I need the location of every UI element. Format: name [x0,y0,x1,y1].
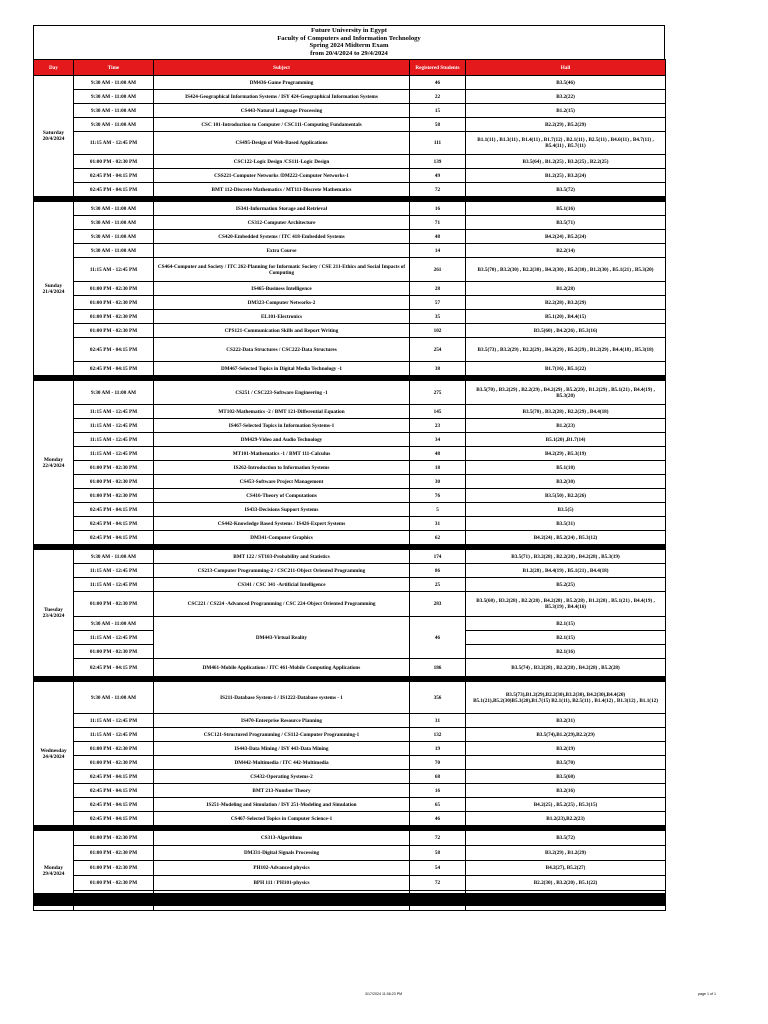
hall-cell: B3.2(29) , B1.2(29) [466,846,666,861]
students-cell: 86 [410,564,466,578]
table-row [34,76,666,90]
subject-cell: MT102-Mathematics -2 / BMT 121-Differential Equation [154,405,410,419]
students-cell: 261 [410,258,466,282]
hall-cell: B3.5(70) , B3.2(28) , B2.2(29) , B4.4(18) [466,405,666,419]
students-cell: 356 [410,682,466,714]
time-cell: 9:30 AM - 11:00 AM [74,118,154,132]
time-cell: 02:45 PM - 04:15 PM [74,362,154,376]
subject-cell: CS464-Computer and Society / ITC 262-Planning for Informatic Society / CSE 211-Ethics and Social Impacts of Computing [154,258,410,282]
students-cell: 72 [410,183,466,197]
exam-date-range: from 20/4/2024 to 29/4/2024 [310,49,388,57]
table-row [34,617,666,631]
students-cell: 58 [410,846,466,861]
time-cell: 02:45 PM - 04:15 PM [74,798,154,812]
table-row [34,503,666,517]
hall-cell: B3.5(74) , B3.2(28) , B2.2(28) , B4.2(28) , B5.2(28) [466,659,666,677]
subject-cell: CS312-Computer Architecture [154,216,410,230]
students-cell: 132 [410,728,466,742]
hall-cell: B4.2(29) , B5.3(19) [466,447,666,461]
subject-cell: DM331-Digital Signals Processing [154,846,410,861]
table-row [34,728,666,742]
students-cell: 71 [410,216,466,230]
table-row [34,531,666,545]
hall-cell: B5.1(20) , B4.4(15) [466,310,666,324]
students-cell: 111 [410,132,466,155]
hall-cell: B5.2(25) [466,578,666,592]
hall-cell: B2.2(14) [466,244,666,258]
subject-cell: BMT 213-Number Theory [154,784,410,798]
time-cell: 02:45 PM - 04:15 PM [74,659,154,677]
table-row [34,682,666,714]
students-cell: 72 [410,876,466,891]
day-cell: Sunday 21/4/2024 [34,202,74,376]
table-row [34,258,666,282]
exam-schedule-sheet [33,25,665,911]
table-row [34,550,666,564]
hall-cell: B3.2(30) [466,475,666,489]
subject-cell: MT101-Mathematics -1 / BMT 111-Calculus [154,447,410,461]
time-cell: 11:15 AM - 12:45 PM [74,728,154,742]
hall-cell: B3.5(60) , B4.2(26) , B5.3(16) [466,324,666,338]
schedule-table [33,59,666,911]
time-cell: 01:00 PM - 02:30 PM [74,475,154,489]
subject-cell: DM323-Computer Networks-2 [154,296,410,310]
time-cell: 01:00 PM - 02:30 PM [74,756,154,770]
students-cell: 254 [410,338,466,362]
time-cell: 01:00 PM - 02:30 PM [74,592,154,617]
students-cell: 16 [410,202,466,216]
students-cell: 48 [410,230,466,244]
subject-cell: DM467-Selected Topics in Digital Media Technology -1 [154,362,410,376]
hall-cell: B4.2(25) , B5.2(25) , B5.3(15) [466,798,666,812]
students-cell: 19 [410,742,466,756]
day-cell: Saturday 20/4/2024 [34,76,74,197]
time-cell: 01:00 PM - 02:30 PM [74,861,154,876]
table-row [34,324,666,338]
hall-cell: B3.5(64) , B1.2(25) , B3.2(25) , B2.2(25) [466,155,666,169]
subject-cell: CSC121-Structured Programming / CS112-Computer Programming-1 [154,728,410,742]
subject-cell: CPS121-Communication Skills and Report Writing [154,324,410,338]
university-name: Future University in Egypt [311,27,387,34]
hall-cell: B1.2(23),B2.2(23) [466,812,666,826]
table-row [34,784,666,798]
students-cell: 46 [410,76,466,90]
hall-cell: B5.1(16) [466,202,666,216]
subject-cell: CS467-Selected Topics in Computer Science-1 [154,812,410,826]
time-cell: 01:00 PM - 02:30 PM [74,876,154,891]
table-row [34,659,666,677]
hall-cell: B2.1(15) [466,631,666,645]
hall-cell: B3.5(71) [466,216,666,230]
subject-cell: IS251-Modeling and Simulation / ISY 251-Modeling and Simulation [154,798,410,812]
table-row [34,230,666,244]
time-cell: 02:45 PM - 04:15 PM [74,183,154,197]
hall-cell: B5.1(20) ,B1.7(14) [466,433,666,447]
time-cell: 11:15 AM - 12:45 PM [74,714,154,728]
students-cell: 76 [410,489,466,503]
subject-cell: DM443-Virtual Reality [154,617,410,659]
table-row [34,155,666,169]
table-row [34,812,666,826]
subject-cell: CSC122-Logic Design /CS111-Logic Design [154,155,410,169]
col-header-day: Day [34,60,74,76]
table-row [34,433,666,447]
hall-cell: B3.5(72) [466,183,666,197]
hall-cell: B1.2(25) , B3.2(24) [466,169,666,183]
time-cell: 9:30 AM - 11:00 AM [74,76,154,90]
hall-cell: B4.2(24) , B5.2(24) [466,230,666,244]
time-cell: 9:30 AM - 11:00 AM [74,202,154,216]
subject-cell: IS467-Selected Topics in Information Systems-1 [154,419,410,433]
table-row [34,362,666,376]
footer-bar [33,893,665,906]
table-row [34,118,666,132]
time-cell: 11:15 AM - 12:45 PM [74,419,154,433]
hall-cell: B3.5(70) , B3.2(30) , B2.2(30) , B4.2(30) , B5.2(30) , B1.2(30) , B5.1(21) , B5.3(20) [466,258,666,282]
hall-cell: B3.5(5) [466,503,666,517]
table-row [34,861,666,876]
time-cell: 01:00 PM - 02:30 PM [74,742,154,756]
time-cell: 02:45 PM - 04:15 PM [74,338,154,362]
table-row [34,714,666,728]
hall-cell: B3.5(50) , B2.2(26) [466,489,666,503]
students-cell: 145 [410,405,466,419]
hall-cell: B3.5(73) , B3.2(29) , B2.2(29) , B4.2(29) , B5.2(29) , B1.2(29) , B4.4(18) , B5.3(18) [466,338,666,362]
hall-cell: B3.2(22) [466,90,666,104]
col-header-students: Registered Students [410,60,466,76]
students-cell: 5 [410,503,466,517]
subject-cell: IS211-Database System-1 / IS1222-Database systems - 1 [154,682,410,714]
time-cell: 9:30 AM - 11:00 AM [74,244,154,258]
time-cell: 02:45 PM - 04:15 PM [74,169,154,183]
time-cell: 02:45 PM - 04:15 PM [74,770,154,784]
hall-cell: B3.5(46) [466,76,666,90]
hall-cell: B3.5(68) , B3.2(28) , B2.2(28) , B4.2(28) , B5.2(28) , B1.2(28) , B5.1(21) , B4.4(19) , B5.3(19) , B4.4(16) [466,592,666,617]
print-timestamp: 3/17/2024 11:06:23 PM [365,992,403,996]
subject-cell: CS442-Knowledge Based Systems / IS426-Expert Systems [154,517,410,531]
hall-cell: B4.2(27), B5.2(27) [466,861,666,876]
students-cell: 49 [410,169,466,183]
subject-cell: CS222-Data Structures / CSC222-Data Structures [154,338,410,362]
time-cell: 11:15 AM - 12:45 PM [74,433,154,447]
hall-cell: B1.2(28) , B4.4(19) , B5.1(21) , B4.4(18) [466,564,666,578]
students-cell: 35 [410,310,466,324]
table-row [34,405,666,419]
time-cell: 01:00 PM - 02:30 PM [74,489,154,503]
time-cell: 9:30 AM - 11:00 AM [74,550,154,564]
time-cell: 01:00 PM - 02:30 PM [74,296,154,310]
subject-cell: DM341-Computer Graphics [154,531,410,545]
time-cell: 9:30 AM - 11:00 AM [74,216,154,230]
table-row [34,244,666,258]
students-cell: 70 [410,756,466,770]
students-cell: 48 [410,447,466,461]
table-row [34,104,666,118]
students-cell: 57 [410,296,466,310]
students-cell: 54 [410,861,466,876]
subject-cell: CS453-Software Project Management [154,475,410,489]
time-cell: 01:00 PM - 02:30 PM [74,645,154,659]
time-cell: 02:45 PM - 04:15 PM [74,503,154,517]
subject-cell: CS420-Embedded Systems / ITC 418-Embedded Systems [154,230,410,244]
table-row [34,338,666,362]
hall-cell: B3.5(74),B1.2(29),B2.2(29) [466,728,666,742]
col-header-hall: Hall [466,60,666,76]
subject-cell: CS416-Theory of Computations [154,489,410,503]
table-row [34,381,666,405]
subject-cell: CS495-Design of Web-Based Applications [154,132,410,155]
students-cell: 28 [410,282,466,296]
time-cell: 11:15 AM - 12:45 PM [74,132,154,155]
table-row [34,216,666,230]
table-row [34,592,666,617]
table-row [34,742,666,756]
day-cell: Monday 29/4/2024 [34,831,74,911]
subject-cell: IS424-Geographical Information Systems / ISY 424-Geographical Information Systems [154,90,410,104]
time-cell: 9:30 AM - 11:00 AM [74,617,154,631]
students-cell: 102 [410,324,466,338]
hall-cell: B1.2(28) [466,282,666,296]
table-row [34,202,666,216]
students-cell: 23 [410,419,466,433]
hall-cell: B1.2(15) [466,104,666,118]
table-row [34,461,666,475]
hall-cell: B3.5(68) [466,770,666,784]
subject-cell: DM461-Mobile Applications / ITC 461-Mobile Computing Applications [154,659,410,677]
hall-cell: B3.5(70) , B3.2(29) , B2.2(29) , B4.2(29) , B5.2(29) , B1.2(29) , B5.1(21) , B4.4(19) , B5.3(20) [466,381,666,405]
hall-cell: B2.2(28) , B3.2(29) [466,296,666,310]
students-cell: 15 [410,104,466,118]
subject-cell: IS433-Decisions Support Systems [154,503,410,517]
subject-cell: CS443-Natural Language Processing [154,104,410,118]
students-cell: 46 [410,617,466,659]
day-cell: Monday 22/4/2024 [34,381,74,545]
hall-cell: B3.5(73),B1.2(29),B2.2(30),B3.2(30), B4.2(30),B4.4(20) B5.1(21),B5.2(30)B5.3(20),B1.7(15) B2.1(11), B2.5(11) , B1.4(12) , B1.3(12) , B1.1(12) [466,682,666,714]
time-cell: 02:45 PM - 04:15 PM [74,517,154,531]
subject-cell: IS443-Data Mining / ISY 443-Data Mining [154,742,410,756]
table-row [34,282,666,296]
students-cell: 275 [410,381,466,405]
hall-cell: B5.1(18) [466,461,666,475]
students-cell: 31 [410,517,466,531]
students-cell: 174 [410,550,466,564]
day-cell: Tuesday 23/4/2024 [34,550,74,677]
time-cell: 01:00 PM - 02:30 PM [74,282,154,296]
hall-cell: B1.1(11) , B1.3(11) , B1.4(11) , B1.7(12) , B2.1(11) , B2.5(11) , B4.6(11) , B4.7(11) , B5.4(11) , B5.7(11) [466,132,666,155]
time-cell: 11:15 AM - 12:45 PM [74,405,154,419]
subject-cell: CS213-Computer Programming-2 / CSC211-Object Oriented Programming [154,564,410,578]
students-cell: 139 [410,155,466,169]
subject-cell: CS313-Algorithms [154,831,410,846]
subject-cell: BMT 122 / ST103-Probability and Statistics [154,550,410,564]
hall-cell: B2.2(30) , B3.2(20) , B5.1(22) [466,876,666,891]
col-header-time: Time [74,60,154,76]
subject-cell: CSS221-Computer Networks /DM222-Computer Networks-1 [154,169,410,183]
table-row [34,296,666,310]
subject-cell: IS341-Information Storage and Retrieval [154,202,410,216]
exam-title: Spring 2024 Midterm Exam [309,42,389,50]
hall-cell: B1.2(23) [466,419,666,433]
time-cell: 9:30 AM - 11:00 AM [74,230,154,244]
students-cell: 31 [410,714,466,728]
time-cell: 02:45 PM - 04:15 PM [74,812,154,826]
time-cell: 9:30 AM - 11:00 AM [74,381,154,405]
table-row [34,310,666,324]
table-row [34,770,666,784]
hall-cell: B3.5(31) [466,517,666,531]
students-cell: 65 [410,798,466,812]
table-row [34,564,666,578]
subject-cell: EL101-Electronics [154,310,410,324]
time-cell: 02:45 PM - 04:15 PM [74,784,154,798]
table-row [34,831,666,846]
time-cell: 01:00 PM - 02:30 PM [74,831,154,846]
subject-cell: IS470-Enterprise Resource Planning [154,714,410,728]
hall-cell: B3.5(71) , B3.2(28) , B2.2(28) , B4.2(28) , B5.3(19) [466,550,666,564]
time-cell: 11:15 AM - 12:45 PM [74,578,154,592]
table-row [34,475,666,489]
time-cell: 11:15 AM - 12:45 PM [74,631,154,645]
time-cell: 01:00 PM - 02:30 PM [74,846,154,861]
students-cell: 186 [410,659,466,677]
table-header-row [34,60,666,76]
students-cell: 22 [410,90,466,104]
subject-cell: DM429-Video and Audio Technology [154,433,410,447]
subject-cell: BMT 112-Discrete Mathematics / MT111-Discrete Mathematics [154,183,410,197]
hall-cell: B2.1(16) [466,645,666,659]
faculty-name: Faculty of Computers and Information Technology [277,34,421,42]
hall-cell: B3.5(70) [466,756,666,770]
time-cell: 01:00 PM - 02:30 PM [74,310,154,324]
table-row [34,447,666,461]
students-cell: 72 [410,831,466,846]
hall-cell: B3.2(31) [466,714,666,728]
students-cell: 34 [410,433,466,447]
table-row [34,846,666,861]
subject-cell: BPH 111 / PH101-physics [154,876,410,891]
table-row [34,132,666,155]
hall-cell: B1.7(16) , B5.1(22) [466,362,666,376]
table-row [34,183,666,197]
time-cell: 01:00 PM - 02:30 PM [74,155,154,169]
students-cell: 283 [410,592,466,617]
hall-cell: B3.2(19) [466,742,666,756]
students-cell: 46 [410,812,466,826]
table-row [34,169,666,183]
col-header-subject: Subject [154,60,410,76]
table-row [34,876,666,891]
time-cell: 11:15 AM - 12:45 PM [74,564,154,578]
time-cell: 9:30 AM - 11:00 AM [74,104,154,118]
subject-cell: DM442-Multimedia / ITC 442-Multimedia [154,756,410,770]
time-cell: 02:45 PM - 04:15 PM [74,531,154,545]
students-cell: 25 [410,578,466,592]
students-cell: 58 [410,118,466,132]
hall-cell: B3.2(16) [466,784,666,798]
students-cell: 18 [410,461,466,475]
students-cell: 38 [410,362,466,376]
hall-cell: B3.5(72) [466,831,666,846]
subject-cell: CS251 / CSC223-Software Engineering -1 [154,381,410,405]
schedule-body [34,76,666,911]
students-cell: 30 [410,475,466,489]
table-row [34,90,666,104]
table-row [34,419,666,433]
students-cell: 16 [410,784,466,798]
table-row [34,798,666,812]
subject-cell: IS465-Business Intelligence [154,282,410,296]
time-cell: 9:30 AM - 11:00 AM [74,90,154,104]
time-cell: 01:00 PM - 02:30 PM [74,461,154,475]
subject-cell: CSC 101-Introduction to Computer / CSC111-Computing Fundamentals [154,118,410,132]
time-cell: 01:00 PM - 02:30 PM [74,324,154,338]
table-row [34,756,666,770]
hall-cell: B2.2(29) , B5.2(29) [466,118,666,132]
table-row [34,489,666,503]
day-cell: Wednesday 24/4/2024 [34,682,74,826]
page-number: page 1 of 1 [698,992,716,996]
time-cell: 11:15 AM - 12:45 PM [74,447,154,461]
subject-cell: Extra Course [154,244,410,258]
schedule-header [33,25,665,59]
students-cell: 62 [410,531,466,545]
time-cell: 9:30 AM - 11:00 AM [74,682,154,714]
subject-cell: CS432-Operating Systems-2 [154,770,410,784]
subject-cell: IS262-Introduction to Information Systems [154,461,410,475]
students-cell: 14 [410,244,466,258]
subject-cell: PH102-Advanced physics [154,861,410,876]
subject-cell: DM436-Game Programming [154,76,410,90]
table-row [34,517,666,531]
time-cell: 11:15 AM - 12:45 PM [74,258,154,282]
hall-cell: B4.2(24) , B5.2(24) , B5.3(12) [466,531,666,545]
subject-cell: CSC221 / CS224 -Advanced Programming / CSC 224-Object Oriented Programming [154,592,410,617]
hall-cell: B2.1(15) [466,617,666,631]
students-cell: 68 [410,770,466,784]
table-row [34,578,666,592]
subject-cell: CS341 / CSC 341 -Artificial Intelligence [154,578,410,592]
